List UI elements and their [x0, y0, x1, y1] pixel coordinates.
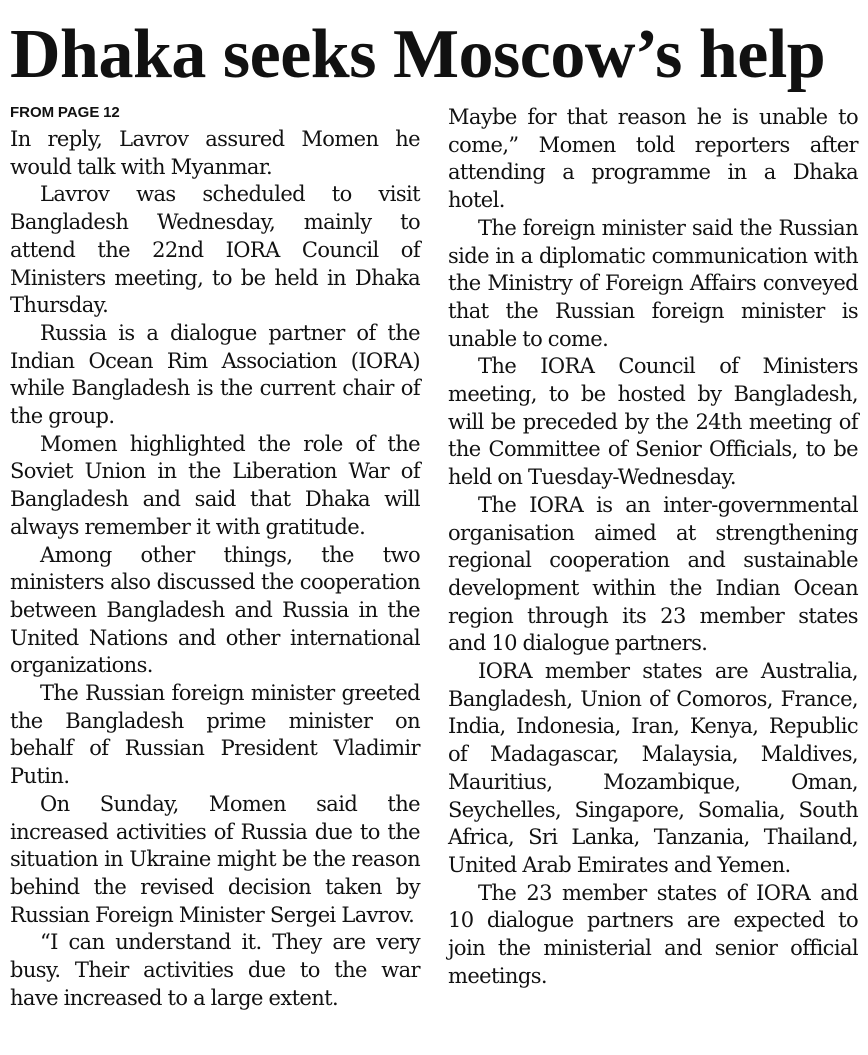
paragraph: Russia is a dialogue partner of the Indian Ocean Rim Association (IORA) while Bangladesh is the current chair of the group.	[10, 320, 420, 429]
paragraph: On Sunday, Momen said the increased activities of Russia due to the situation in Ukraine might be the reason behind the revised decision taken by Russian Foreign Minister Sergei Lavrov.	[10, 791, 420, 927]
paragraph: Momen highlighted the role of the Soviet Union in the Liberation War of Bangladesh and said that Dhaka will always remember it with gratitude.	[10, 431, 420, 539]
paragraph: Lavrov was scheduled to visit Bangladesh Wednesday, mainly to attend the 22nd IORA Council of Ministers meeting, to be held in Dhaka Thursday.	[10, 182, 420, 318]
paragraph: The foreign minister said the Russian side in a diplomatic communication with the Ministry of Foreign Affairs conveyed that the Russian foreign minister is unable to come.	[448, 215, 858, 351]
paragraph: In reply, Lavrov assured Momen he would talk with Myanmar.	[10, 127, 420, 179]
paragraph: “I can understand it. They are very busy. Their activities due to the war have increased to a large extent.	[10, 930, 420, 1010]
left-column	[10, 104, 420, 1013]
right-column	[448, 104, 858, 1013]
article-columns	[10, 104, 858, 1013]
paragraph: Maybe for that reason he is unable to come,” Momen told reporters after attending a programme in a Dhaka hotel.	[448, 105, 858, 213]
paragraph: IORA member states are Australia, Bangladesh, Union of Comoros, France, India, Indonesia, Iran, Kenya, Republic of Madagascar, Malaysia, Maldives, Mauritius, Mozambique, Oman, Seychelles, Singapore, Somalia, South Africa, Sri Lanka, Tanzania, Thailand, United Arab Emirates and Yemen.	[448, 659, 858, 877]
jump-label: FROM PAGE 12	[10, 104, 120, 121]
paragraph: The IORA is an inter-governmental organisation aimed at strengthening regional cooperation and sustainable development within the Indian Ocean region through its 23 member states and 10 dialogue partners.	[448, 492, 858, 656]
paragraph: The 23 member states of IORA and 10 dialogue partners are expected to join the ministerial and senior official meetings.	[448, 880, 858, 988]
paragraph: Among other things, the two ministers also discussed the cooperation between Bangladesh and Russia in the United Nations and other international organizations.	[10, 542, 420, 678]
paragraph: The Russian foreign minister greeted the Bangladesh prime minister on behalf of Russian President Vladimir Putin.	[10, 681, 420, 789]
headline: Dhaka seeks Moscow’s help	[10, 16, 826, 93]
paragraph: The IORA Council of Ministers meeting, to be hosted by Bangladesh, will be preceded by the 24th meeting of the Committee of Senior Officials, to be held on Tuesday-Wednesday.	[448, 354, 858, 490]
